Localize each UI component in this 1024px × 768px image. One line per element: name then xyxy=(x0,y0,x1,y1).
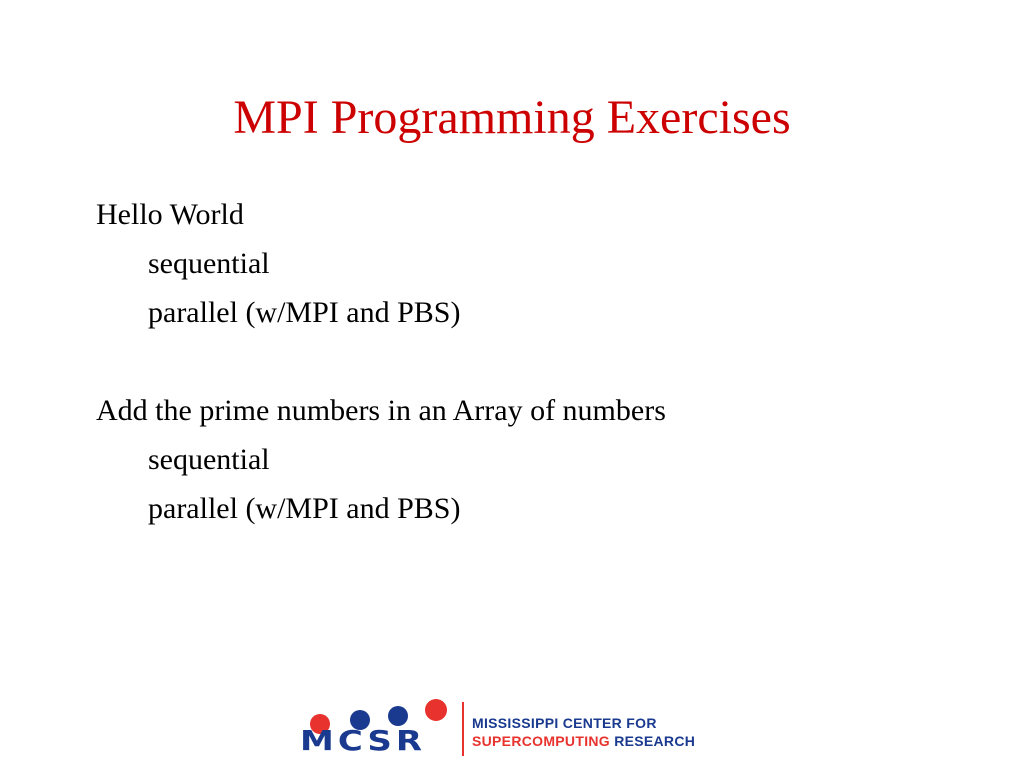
logo-line-2-highlight: SUPERCOMPUTING xyxy=(472,733,610,749)
exercise-subitem: sequential xyxy=(148,443,270,476)
exercise-subitem: parallel (w/MPI and PBS) xyxy=(148,492,461,525)
logo-mark xyxy=(300,725,426,757)
exercise-heading: Add the prime numbers in an Array of numbers xyxy=(96,394,666,427)
logo-line-2-rest: RESEARCH xyxy=(614,733,696,749)
exercise-subitem: sequential xyxy=(148,247,270,280)
exercise-subitem: parallel (w/MPI and PBS) xyxy=(148,296,461,329)
logo-mark-text: MCSR xyxy=(300,725,427,757)
mcsr-logo xyxy=(300,692,730,762)
logo-line-1: MISSISSIPPI CENTER FOR xyxy=(472,715,657,731)
logo-text xyxy=(472,714,695,750)
logo-divider xyxy=(462,702,464,756)
logo-dot-blue xyxy=(388,706,408,726)
slide-body xyxy=(96,195,956,538)
slide-title: MPI Programming Exercises xyxy=(233,91,791,144)
logo-line-2 xyxy=(472,732,695,750)
spacer xyxy=(96,342,956,391)
exercise-heading: Hello World xyxy=(96,198,244,231)
logo-dot-red xyxy=(425,699,447,721)
